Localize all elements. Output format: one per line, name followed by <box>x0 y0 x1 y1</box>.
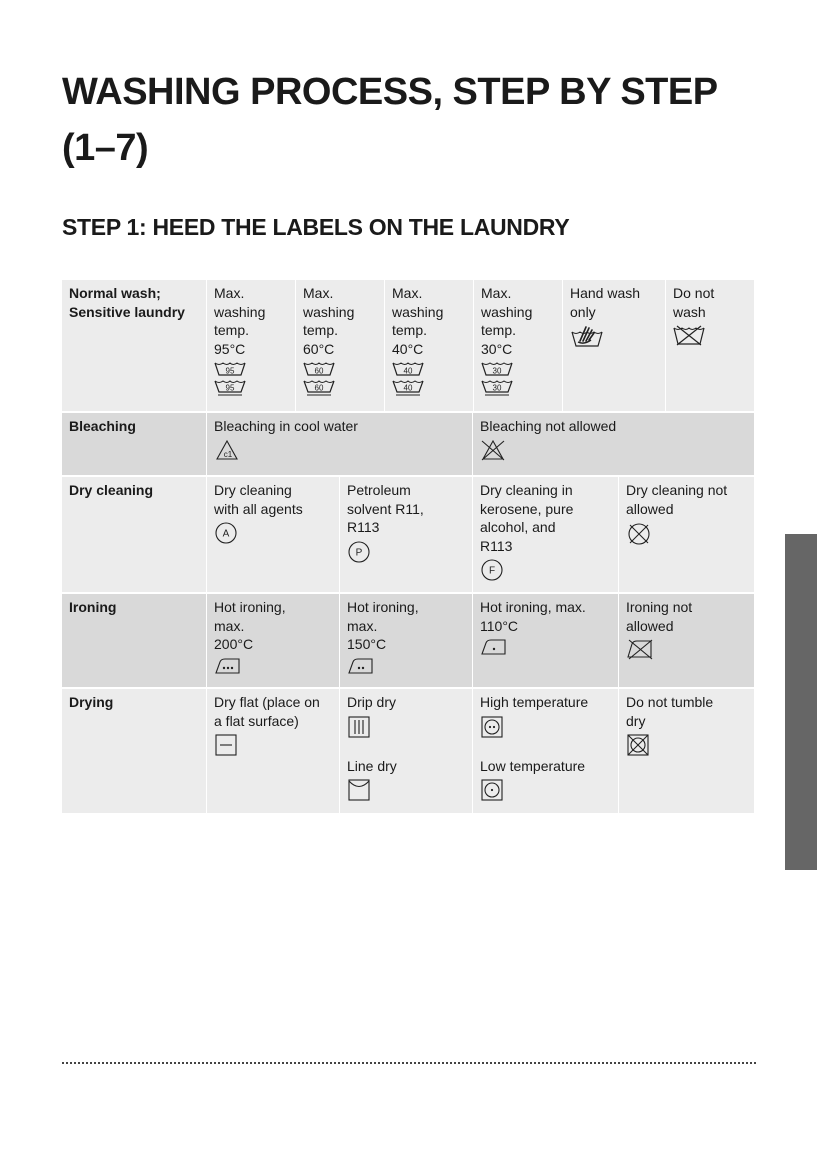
care-label-table <box>62 280 754 813</box>
wash-tub-gentle-icon <box>392 379 424 397</box>
hand-wash-icon <box>570 324 604 348</box>
svg-text:40: 40 <box>403 383 413 393</box>
wash-tub-icon <box>392 361 424 377</box>
page-title: WASHING PROCESS, STEP BY STEP (1–7) <box>62 71 718 169</box>
table-row-drying <box>62 689 754 813</box>
do-not-wash-cell: Do not wash <box>666 280 754 411</box>
svg-text:30: 30 <box>492 366 502 376</box>
footer-divider <box>62 1062 756 1064</box>
iron-110-cell: Hot ironing, max. 110°C <box>473 594 619 687</box>
iron-one-dot-icon <box>480 638 508 656</box>
iron-200-cell: Hot ironing, max. 200°C <box>207 594 340 687</box>
line-dry-icon <box>347 778 371 802</box>
side-tab-marker <box>785 534 817 870</box>
row-header-bleaching: Bleaching <box>62 413 207 475</box>
wash-tub-icon <box>214 361 246 377</box>
svg-text:c1: c1 <box>223 449 233 459</box>
no-dry-clean-icon <box>626 521 652 547</box>
bleach-not-allowed-cell: Bleaching not allowed <box>473 413 754 475</box>
bleach-cool-water-cell: Bleaching in cool water c1 <box>207 413 473 475</box>
row-header-ironing: Ironing <box>62 594 207 687</box>
dry-clean-kerosene-cell: Dry cleaning in kerosene, pure alcohol, and R113 F <box>473 477 619 592</box>
dry-clean-petroleum-cell: Petroleum solvent R11, R113 P <box>340 477 473 592</box>
svg-text:60: 60 <box>314 366 324 376</box>
svg-text:60: 60 <box>314 383 324 393</box>
svg-text:95: 95 <box>225 383 235 393</box>
dry-clean-all-agents-cell: Dry cleaning with all agents A <box>207 477 340 592</box>
dry-clean-p-icon <box>347 540 371 564</box>
no-bleach-icon <box>480 439 506 461</box>
wash-60-cell: Max. washing temp. 60°C 60 60 <box>296 280 385 411</box>
svg-text:95: 95 <box>225 366 235 376</box>
drip-line-dry-cell: Drip dry Line dry <box>340 689 473 813</box>
svg-text:30: 30 <box>492 383 502 393</box>
table-row-dry-cleaning <box>62 477 754 594</box>
wash-40-cell: Max. washing temp. 40°C 40 40 <box>385 280 474 411</box>
wash-tub-gentle-icon <box>214 379 246 397</box>
wash-95-cell: Max. washing temp. 95°C 95 95 <box>207 280 296 411</box>
svg-text:P: P <box>355 547 363 558</box>
tumble-dry-cell: High temperature Low temperature <box>473 689 619 813</box>
table-row-washing <box>62 280 754 413</box>
dry-flat-icon <box>214 733 238 757</box>
do-not-wash-icon <box>673 324 705 346</box>
wash-tub-icon <box>303 361 335 377</box>
svg-text:A: A <box>222 528 230 540</box>
no-iron-icon <box>626 638 654 660</box>
iron-not-allowed-cell: Ironing not allowed <box>619 594 754 687</box>
iron-three-dots-icon <box>214 657 242 675</box>
dry-clean-f-icon <box>480 558 504 582</box>
tumble-dry-high-icon <box>480 715 504 739</box>
wash-tub-gentle-icon <box>481 379 513 397</box>
drip-dry-icon <box>347 715 371 739</box>
table-row-bleaching <box>62 413 754 477</box>
row-header-washing: Normal wash; Sensitive laundry <box>62 280 207 411</box>
row-header-drying: Drying <box>62 689 207 813</box>
dry-clean-not-allowed-cell: Dry cleaning not allowed <box>619 477 754 592</box>
no-tumble-dry-icon <box>626 733 650 757</box>
wash-30-cell: Max. washing temp. 30°C 30 30 <box>474 280 563 411</box>
step-1-heading: STEP 1: HEED THE LABELS ON THE LAUNDRY <box>62 214 570 240</box>
hand-wash-cell: Hand wash only <box>563 280 666 411</box>
tumble-dry-low-icon <box>480 778 504 802</box>
no-tumble-dry-cell: Do not tumble dry <box>619 689 754 813</box>
iron-150-cell: Hot ironing, max. 150°C <box>340 594 473 687</box>
row-header-dry-cleaning: Dry cleaning <box>62 477 207 592</box>
table-row-ironing <box>62 594 754 689</box>
dry-flat-cell: Dry flat (place on a flat surface) <box>207 689 340 813</box>
wash-tub-icon <box>481 361 513 377</box>
dry-clean-a-icon <box>214 521 238 545</box>
svg-text:F: F <box>488 565 496 577</box>
bleach-triangle-icon <box>214 439 240 461</box>
wash-tub-gentle-icon <box>303 379 335 397</box>
iron-two-dots-icon <box>347 657 375 675</box>
svg-text:40: 40 <box>403 366 413 376</box>
